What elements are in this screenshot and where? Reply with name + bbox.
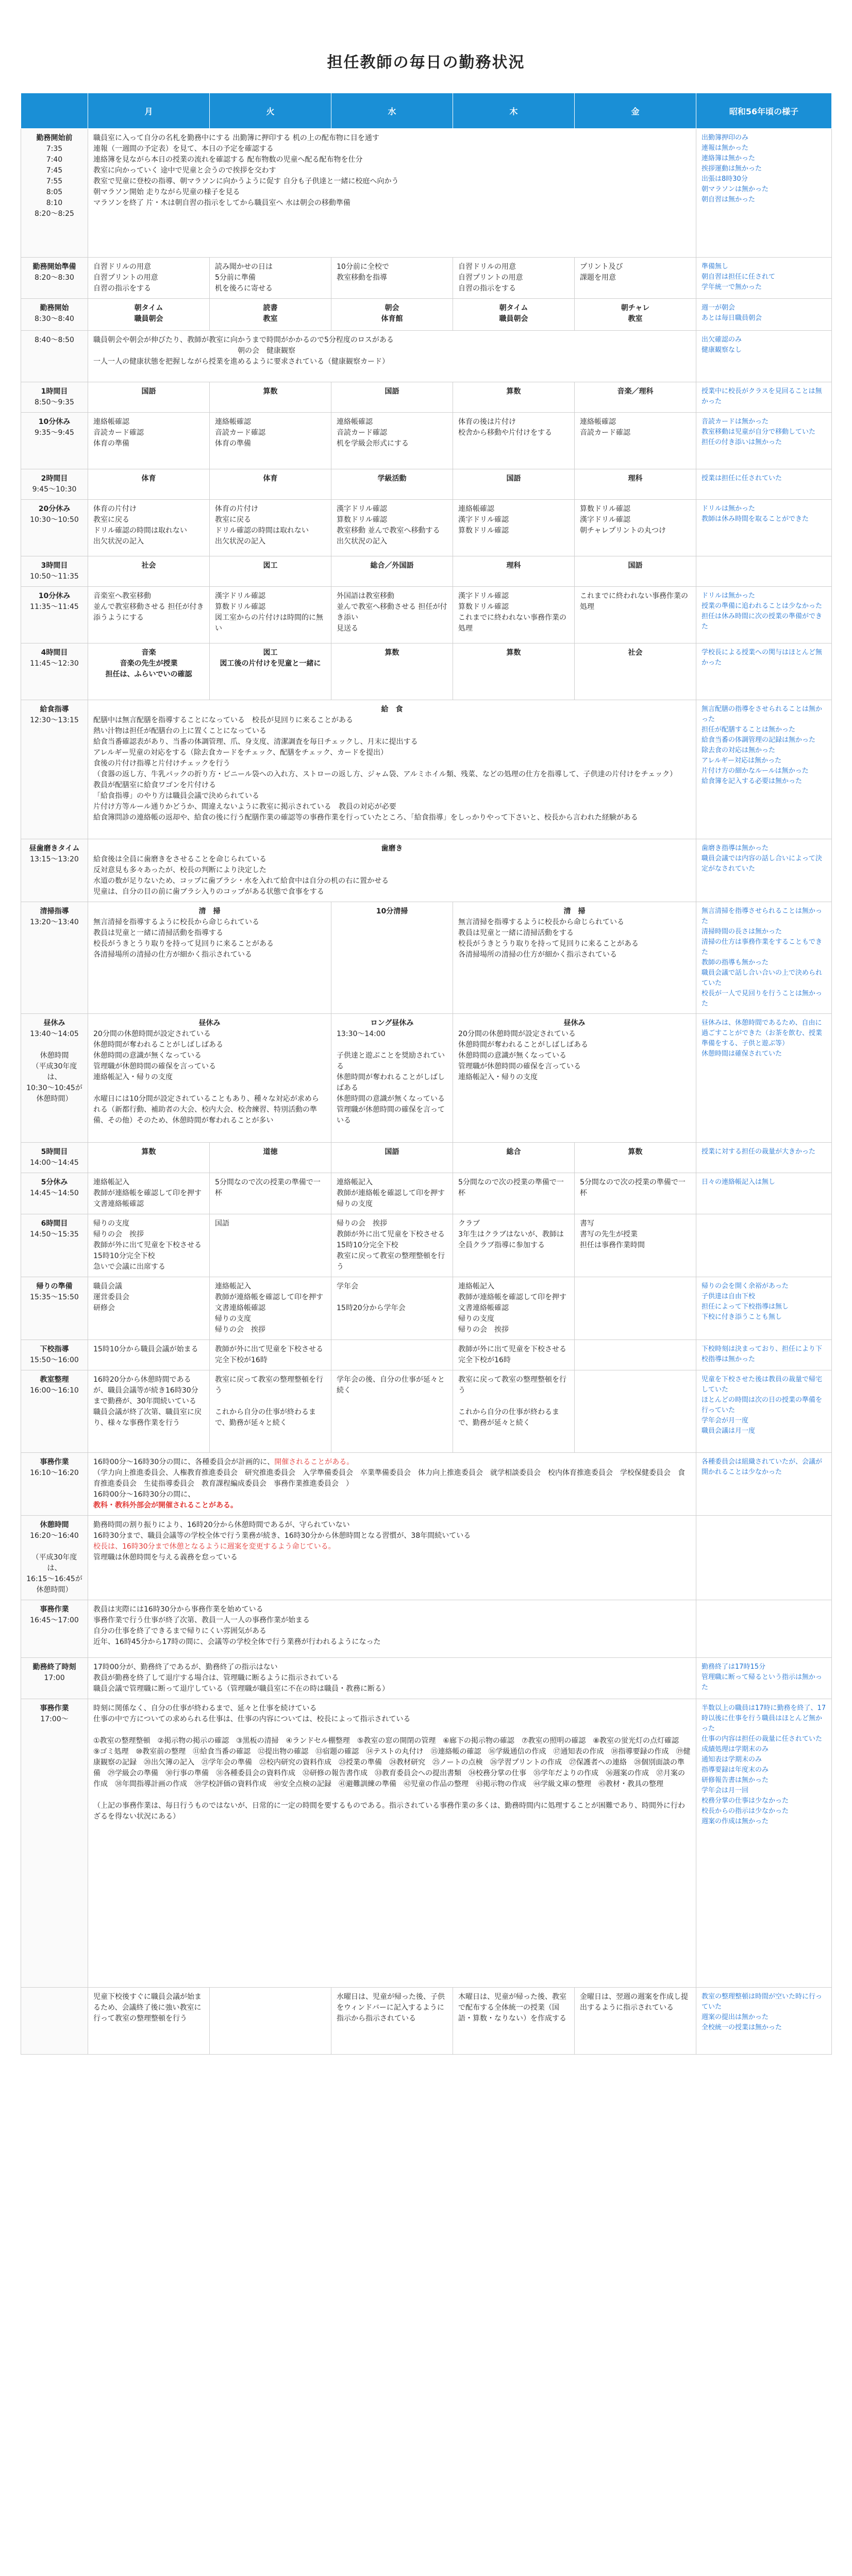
cell-heading: 昼休み bbox=[563, 1019, 586, 1027]
highlight-text: 開催されることがある。 bbox=[274, 1458, 354, 1466]
day-cell: 連絡帳確認 漢字ドリル確認 算数ドリル確認 bbox=[453, 500, 575, 556]
table-row bbox=[21, 1988, 832, 2055]
time-slot-label: 勤務開始 bbox=[40, 304, 69, 312]
table-row bbox=[21, 1277, 832, 1340]
cell-text: 17時00分が、勤務終了であるが、勤務終了の指示はない 教員が勤務を終了して退庁する場合は、管理職に断るように指示されている 職員会議で管理職に断って退庁している（管理職が職員室に不在の時は職員・教務に断る） bbox=[93, 1663, 389, 1693]
showa-note-cell: 無言配膳の指導をさせられることは無かった 担任が配膳することは無かった 給食当番の体調管理の記録は無かった 除去食の対応は無かった アレルギー対応は無かった 片付け方の細かなルールは無かった 給食簿を記入する必要は無かった bbox=[696, 700, 832, 839]
day-cell: 連絡帳記入 教師が連絡帳を確認して印を押す 帰りの支度 bbox=[331, 1173, 453, 1214]
table-row bbox=[21, 1340, 832, 1370]
time-slot-cell bbox=[21, 1014, 88, 1143]
time-slot-cell bbox=[21, 1340, 88, 1370]
table-row bbox=[21, 839, 832, 902]
table-row bbox=[21, 382, 832, 413]
table-row bbox=[21, 643, 832, 700]
day-cell: 学年会の後、自分の仕事が延々と続く bbox=[331, 1370, 453, 1453]
cell-heading: 清 掃 bbox=[563, 907, 586, 916]
time-slot-time: 11:45～12:30 bbox=[30, 659, 79, 668]
time-slot-cell bbox=[21, 1988, 88, 2055]
time-slot-label: 給食指導 bbox=[40, 705, 69, 714]
table-row bbox=[21, 556, 832, 587]
day-cell: 算数ドリル確認 漢字ドリル確認 朝チャレプリントの丸つけ bbox=[575, 500, 696, 556]
time-slot-cell bbox=[21, 331, 88, 382]
table-row bbox=[21, 469, 832, 500]
day-cell: 朝タイム 職員朝会 bbox=[453, 299, 575, 331]
day-cell: 道徳 bbox=[210, 1143, 331, 1173]
time-slot-label: 昼休み bbox=[43, 1019, 65, 1027]
day-cell: 木曜日は、児童が帰った後、教室で配布する全体統一の授業（国語・算数・なりない）を作成する bbox=[453, 1988, 575, 2055]
day-cell: 国語 bbox=[88, 382, 210, 413]
cell-heading: 昼休み bbox=[198, 1019, 221, 1027]
day-cell: 自習ドリルの用意 自習プリントの用意 自習の指示をする bbox=[88, 258, 210, 299]
merged-day-cell bbox=[453, 1014, 696, 1143]
header-cell: 金 bbox=[575, 93, 696, 129]
time-slot-time: 10:30～10:50 bbox=[30, 516, 79, 524]
time-slot-time: 8:50～9:35 bbox=[35, 398, 74, 406]
showa-note-cell: 下校時刻は決まっており、担任により下校指導は無かった bbox=[696, 1340, 832, 1370]
time-slot-label: 5分休み bbox=[41, 1178, 68, 1187]
day-cell: 総合 bbox=[453, 1143, 575, 1173]
table-row bbox=[21, 500, 832, 556]
showa-note-cell: 歯磨き指導は無かった 職員会議では内容の話し合いによって決定がなされていた bbox=[696, 839, 832, 902]
week-cell bbox=[88, 1658, 696, 1699]
time-slot-cell bbox=[21, 129, 88, 258]
time-slot-time: 8:30～8:40 bbox=[35, 315, 74, 323]
cell-text: 職員室に入って自分の名札を勤務中にする 出勤簿に押印する 机の上の配布物に目を通す 連報（一週間の予定表）を見て、本日の予定を確認する 連絡簿を見ながら本日の授業の流れを確認する 配布物数の児童へ配る配布物を仕分 教室に向かっていく 途中で児童と会うので挨拶を交わす 教室で児童に登校の指導、朝マラソンに向かうように促す 自分も子供達と一緒に校庭へ向かう 朝マラソン開始 走りながら児童の様子を見る マラソンを終了 片・木は朝自習の指示をしてから職員室へ 水は朝会の移動準備 bbox=[93, 134, 399, 207]
day-cell: 国語 bbox=[575, 556, 696, 587]
schedule-table bbox=[21, 93, 832, 2055]
table-row bbox=[21, 1658, 832, 1699]
table-row bbox=[21, 1014, 832, 1143]
time-slot-label: 昼歯磨きタイム bbox=[29, 844, 80, 853]
day-cell: 16時20分から休憩時間であるが、職員会議等が続き16時30分まで勤務が、30年間続いている 職員会議が終了次第、職員室に戻り、様々な事務作業を行う bbox=[88, 1370, 210, 1453]
table-row bbox=[21, 902, 832, 1014]
time-slot-time: 14:00～14:45 bbox=[30, 1159, 79, 1167]
time-slot-cell bbox=[21, 258, 88, 299]
time-slot-time: 16:10～16:20 bbox=[30, 1469, 79, 1477]
day-cell: 音楽／理科 bbox=[575, 382, 696, 413]
day-cell: 職員会議 運営委員会 研修会 bbox=[88, 1277, 210, 1340]
showa-note-cell bbox=[696, 556, 832, 587]
day-cell: 連絡帳確認 音読カード確認 机を学級会形式にする bbox=[331, 413, 453, 469]
week-cell bbox=[88, 839, 696, 902]
page-title: 担任教師の毎日の勤務状況 bbox=[327, 54, 525, 72]
showa-note-cell: 学校長による授業への関与はほとんど無かった bbox=[696, 643, 832, 700]
day-cell: 総合／外国語 bbox=[331, 556, 453, 587]
day-cell: 帰りの支度 帰りの会 挨拶 教師が外に出て児童を下校させる 15時10分完全下校 急いで会議に出席する bbox=[88, 1214, 210, 1277]
time-slot-time: 14:50～15:35 bbox=[30, 1230, 79, 1239]
table-row bbox=[21, 1173, 832, 1214]
day-cell: 自習ドリルの用意 自習プリントの用意 自習の指示をする bbox=[453, 258, 575, 299]
week-cell bbox=[88, 129, 696, 258]
day-cell: 朝会 体育館 bbox=[331, 299, 453, 331]
day-cell: 体育の片付け 教室に戻る ドリル確認の時間は取れない 出欠状況の記入 bbox=[88, 500, 210, 556]
day-cell bbox=[210, 1988, 331, 2055]
day-cell: 算数 bbox=[575, 1143, 696, 1173]
day-cell: 理科 bbox=[575, 469, 696, 500]
time-slot-label: 5時間目 bbox=[41, 1148, 68, 1156]
time-slot-label: 事務作業 bbox=[40, 1704, 69, 1713]
day-cell: 体育の片付け 教室に戻る ドリル確認の時間は取れない 出欠状況の記入 bbox=[210, 500, 331, 556]
header-cell: 水 bbox=[331, 93, 453, 129]
day-cell: 体育 bbox=[210, 469, 331, 500]
merged-day-cell bbox=[331, 902, 453, 1014]
time-slot-time: 16:20～16:40 （平成30年度は、 16:15～16:45が 休憩時間） bbox=[26, 1532, 82, 1594]
day-cell: 連絡帳記入 教師が連絡帳を確認して印を押す 文書連絡帳確認 帰りの支度 帰りの会 挨拶 bbox=[453, 1277, 575, 1340]
time-slot-time: 16:45～17:00 bbox=[30, 1616, 79, 1624]
table-row bbox=[21, 413, 832, 469]
time-slot-cell bbox=[21, 556, 88, 587]
table-row bbox=[21, 1214, 832, 1277]
time-slot-label: 10分休み bbox=[38, 592, 71, 600]
time-slot-time: 7:35 7:40 7:45 7:55 8:05 8:10 8:20～8:25 bbox=[35, 145, 74, 218]
header-cell bbox=[21, 93, 88, 129]
cell-heading: 清 掃 bbox=[198, 907, 221, 916]
day-cell: 読書 教室 bbox=[210, 299, 331, 331]
showa-note-cell: 週一が朝会 あとは毎日職員朝会 bbox=[696, 299, 832, 331]
merged-day-cell bbox=[88, 902, 331, 1014]
table-row bbox=[21, 1699, 832, 1988]
day-cell: 図工 bbox=[210, 556, 331, 587]
time-slot-time: 13:20～13:40 bbox=[30, 918, 79, 926]
day-cell: 教師が外に出て児童を下校させる 完全下校が16時 bbox=[453, 1340, 575, 1370]
week-cell bbox=[88, 331, 696, 382]
day-cell: これまでに終われない事務作業の処理 bbox=[575, 587, 696, 643]
day-cell bbox=[331, 1340, 453, 1370]
day-cell: 15時10分から職員会議が始まる bbox=[88, 1340, 210, 1370]
day-cell: 書写 書写の先生が授業 担任は事務作業時間 bbox=[575, 1214, 696, 1277]
merged-day-cell bbox=[453, 902, 696, 1014]
time-slot-cell bbox=[21, 500, 88, 556]
table-row bbox=[21, 258, 832, 299]
showa-note-cell: 授業中に校長がクラスを見回ることは無かった bbox=[696, 382, 832, 413]
showa-note-cell: 準備無し 朝自習は担任に任されて 学年統一で無かった bbox=[696, 258, 832, 299]
time-slot-label: 2時間目 bbox=[41, 474, 68, 483]
cell-text: 13:30～14:00 子供達と遊ぶことを奨励されている 休憩時間が奪われることがしばしばある 休憩時間の意識が無くなっている 管理職が休憩時間の確保を言っている bbox=[337, 1030, 445, 1125]
showa-note-cell: 授業は担任に任されていた bbox=[696, 469, 832, 500]
cell-text: 20分間の休憩時間が設定されている 休憩時間が奪われることがしばしばある 休憩時間の意識が無くなっている 管理職が休憩時間の確保を言っている 連絡帳記入・帰りの支度 水曜日には10分間が設定されていることもあり、種々な対応が求められる（新都行動、補助者の大会、校内大会、校舎練習、特別活動の準備、その他）そのため、休憩時間が奪われることが多い bbox=[93, 1030, 319, 1125]
showa-note-cell: 日々の連絡帳記入は無し bbox=[696, 1173, 832, 1214]
showa-note-cell bbox=[696, 1600, 832, 1658]
highlight-text: 教科・教科外部会が開催されることがある。 bbox=[93, 1501, 238, 1510]
day-cell bbox=[575, 1277, 696, 1340]
day-cell: 算数 bbox=[331, 643, 453, 700]
day-cell: 教室に戻って教室の整理整頓を行う これから自分の仕事が終わるまで、勤務が延々と続く bbox=[453, 1370, 575, 1453]
time-slot-time: 10:50～11:35 bbox=[30, 572, 79, 581]
showa-note-cell bbox=[696, 1214, 832, 1277]
table-row bbox=[21, 1143, 832, 1173]
time-slot-time: 9:35～9:45 bbox=[35, 429, 74, 437]
time-slot-cell bbox=[21, 839, 88, 902]
time-slot-time: 8:40～8:50 bbox=[35, 336, 74, 344]
table-row bbox=[21, 1516, 832, 1600]
day-cell: 児童下校後すぐに職員会議が始まるため、会議終了後に強い教室に行って教室の整理整頓を行う bbox=[88, 1988, 210, 2055]
day-cell: 5分間なので次の授業の準備で一杯 bbox=[453, 1173, 575, 1214]
time-slot-cell bbox=[21, 700, 88, 839]
day-cell: 連絡帳記入 教師が連絡帳を確認して印を押す 文書連絡帳確認 bbox=[88, 1173, 210, 1214]
time-slot-time: 14:45～14:50 bbox=[30, 1189, 79, 1197]
table-header-row bbox=[21, 93, 832, 129]
day-cell: 音楽 音楽の先生が授業 担任は、ふらいでいの確認 bbox=[88, 643, 210, 700]
table-row bbox=[21, 700, 832, 839]
time-slot-cell bbox=[21, 902, 88, 1014]
showa-note-cell: 児童を下校させた後は教員の裁量で帰宅していた ほとんどの時間は次の日の授業の準備を行っていた 学年会が月一度 職員会議は月一度 bbox=[696, 1370, 832, 1453]
table-row bbox=[21, 331, 832, 382]
day-cell: 国語 bbox=[331, 382, 453, 413]
table-row bbox=[21, 1453, 832, 1516]
day-cell: 学級活動 bbox=[331, 469, 453, 500]
time-slot-label: 事務作業 bbox=[40, 1605, 69, 1614]
cell-text: 教員は実際には16時30分から事務作業を始めている 事務作業で行う仕事が終了次第、教員一人一人の事務作業が始まる 自分の仕事を終了できるまで帰りにくい雰囲気がある 近年、16時45分から17時の間に、会議等の学校全体で行う業務が行われるようになった bbox=[93, 1605, 381, 1646]
day-cell: 水曜日は、児童が帰った後、子供をウィンドバーに記入するように指示から指示されている bbox=[331, 1988, 453, 2055]
time-slot-label: 1時間目 bbox=[41, 387, 68, 396]
cell-heading: 給 食 bbox=[381, 705, 403, 714]
time-slot-label: 3時間目 bbox=[41, 562, 68, 570]
time-slot-cell bbox=[21, 1658, 88, 1699]
day-cell: 朝タイム 職員朝会 bbox=[88, 299, 210, 331]
time-slot-time: 16:00～16:10 bbox=[30, 1386, 79, 1395]
time-slot-label: 教室整理 bbox=[40, 1376, 69, 1384]
day-cell bbox=[575, 1340, 696, 1370]
time-slot-cell bbox=[21, 1370, 88, 1453]
time-slot-cell bbox=[21, 413, 88, 469]
day-cell: 金曜日は、翌週の週案を作成し提出するように指示されている bbox=[575, 1988, 696, 2055]
cell-text: 20分間の休憩時間が設定されている 休憩時間が奪われることがしばしばある 休憩時間の意識が無くなっている 管理職が休憩時間の確保を言っている 連絡帳記入・帰りの支度 bbox=[458, 1030, 588, 1081]
day-cell: 音楽室へ教室移動 並んで教室移動させる 担任が付き添うようにする bbox=[88, 587, 210, 643]
showa-note-cell bbox=[696, 1516, 832, 1600]
cell-text: 給食後は全員に歯磨きをさせることを命じられている 反対意見も多々あったが、校長の判断により決定した 水道の数が足りないため、コップに歯ブラシ・水を入れて給食中は自分の机の右に置かせる 児童は、自分の目の前に歯ブラシ入りのコップがある状態で食事をする bbox=[93, 855, 389, 896]
time-slot-time: 8:20～8:30 bbox=[35, 274, 74, 282]
cell-text: 配膳中は無言配膳を指導することになっている 校長が見回りに来ることがある 熱い汁物は担任が配膳台の上に置くことになっている 給食当番確認表があり、当番の体調管理、爪、身支度、清潔調査を毎日チェックし、月末に提出する アレルギー児童の対応をする（除去食カードをチェック、配膳をチェック、カードを提出） 食後の片付け指導と片付けチェックを行う （食器の返し方、牛乳パックの折り方・ビニール袋への入れ方、ストローの返し方、ジャム袋、アルミホイル類、残菜、などの処理の仕方を指導して、子供達の片付けをチェック） 教員が配膳室に給食ワゴンを片付ける 「給食指導」のやり方は職員会議で決められている 片付け方等ルール通りかどうか、間違えないように教室に掲示されている 教員の対応が必要 給食簿問診の連絡帳の返却や、給食の後に行う配膳作業の確認等の事務作業を行っていたところ、「給食指導」をしっかりやって下さいと、校長から言われた経験がある bbox=[93, 716, 677, 822]
cell-text: 職員朝会や朝会が伸びたり、教師が教室に向かうまで時間がかかるので5分程度のロスがある 朝の会 健康観察 一人一人の健康状態を把握しながら授業を進めるように要求されている（健康観察カード） bbox=[93, 336, 394, 366]
day-cell: 国語 bbox=[210, 1214, 331, 1277]
day-cell: 算数 bbox=[453, 643, 575, 700]
header-cell: 月 bbox=[88, 93, 210, 129]
cell-heading: ロング昼休み bbox=[370, 1019, 414, 1027]
table-row bbox=[21, 129, 832, 258]
time-slot-cell bbox=[21, 1453, 88, 1516]
time-slot-time: 11:35～11:45 bbox=[30, 603, 79, 611]
day-cell: 教室に戻って教室の整理整頓を行う これから自分の仕事が終わるまで、勤務が延々と続く bbox=[210, 1370, 331, 1453]
day-cell: クラブ 3年生はクラブはないが、教師は全員クラブ指導に参加する bbox=[453, 1214, 575, 1277]
day-cell: 帰りの会 挨拶 教師が外に出て児童を下校させる 15時10分完全下校 教室に戻って教室の整理整頓を行う bbox=[331, 1214, 453, 1277]
time-slot-cell bbox=[21, 1173, 88, 1214]
cell-text: 勤務時間の割り振りにより、16時20分から休憩時間であるが、守られていない 16時30分まで、職員会議等の学校全体で行う業務が続き、16時30分から休憩時間となる習慣が、38年間続いている bbox=[93, 1521, 471, 1540]
day-cell: 漢字ドリル確認 算数ドリル確認 教室移動 並んで教室へ移動する 出欠状況の記入 bbox=[331, 500, 453, 556]
time-slot-cell bbox=[21, 299, 88, 331]
cell-heading: 歯磨き bbox=[381, 844, 403, 853]
day-cell: 理科 bbox=[453, 556, 575, 587]
day-cell: 5分間なので次の授業の準備で一杯 bbox=[575, 1173, 696, 1214]
time-slot-cell bbox=[21, 1214, 88, 1277]
cell-text: 無言清掃を指導するように校長から命じられている 教員は児童と一緒に清掃活動をする 校長がうきとうり取りを持って見回りに来ることがある 各清掃場所の清掃の仕方が細かく指示されている bbox=[458, 918, 639, 959]
time-slot-cell bbox=[21, 587, 88, 643]
highlight-text: 16時00分～16時30分の間に、各種委員会が計画的に、 bbox=[93, 1458, 275, 1466]
day-cell: 算数 bbox=[88, 1143, 210, 1173]
showa-note-cell: 出欠確認のみ 健康観察なし bbox=[696, 331, 832, 382]
day-cell: 教師が外に出て児童を下校させる 完全下校が16時 bbox=[210, 1340, 331, 1370]
showa-note-cell: 半数以上の職員は17時に勤務を終了、17時以後に仕事を行う職員はほとんど無かった 仕事の内容は担任の裁量に任されていた 成績処理は学期末のみ 通知表は学期末のみ 指導要録は年度末のみ 研修報告書は無かった 学年会は月一回 校務分掌の仕事は少なかった 校長からの指示は少なかった 週案の作成は無かった bbox=[696, 1699, 832, 1988]
day-cell: プリント及び 課題を用意 bbox=[575, 258, 696, 299]
time-slot-time: 17:00～ bbox=[40, 1715, 69, 1723]
day-cell: 算数 bbox=[453, 382, 575, 413]
showa-note-cell: 音読カードは無かった 教室移動は児童が自分で移動していた 担任の付き添いは無かった bbox=[696, 413, 832, 469]
showa-note-cell: 教室の整理整頓は時間が空いた時に行っていた 週案の提出は無かった 全校統一の授業は無かった bbox=[696, 1988, 832, 2055]
day-cell: 算数 bbox=[210, 382, 331, 413]
time-slot-label: 下校指導 bbox=[40, 1345, 69, 1353]
time-slot-label: 4時間目 bbox=[41, 649, 68, 657]
day-cell: 連絡帳確認 音読カード確認 bbox=[575, 413, 696, 469]
day-cell: 朝チャレ 教室 bbox=[575, 299, 696, 331]
time-slot-time: 13:40～14:05 休憩時間 （平成30年度は、 10:30～10:45が 休憩時間） bbox=[26, 1030, 82, 1103]
cell-text: 時刻に関係なく、自分の仕事が終わるまで、延々と仕事を続けている 仕事の中で方についての求められる仕事は、仕事の内容については、校長によって指示されている ①教室の整理整頓 ②掲示物の掲示の確認 ③黒板の清掃 ④ランドセル棚整理 ⑤教室の窓の開閉の管理 ⑥廊下の掲示物の確認 ⑦教室の照明の確認 ⑧教室の蛍光灯の点灯確認 ⑨ゴミ処理 ⑩教室前の整理 ⑪給食当番の確認 ⑫提出物の確認 ⑬宿題の確認 ⑭テストの丸付け ⑮連絡帳の確認 ⑯学級通信の作成 ⑰通知表の作成 ⑱指導要録の作成 ⑲健康観察の記録 ⑳出欠簿の記入 ㉑学年会の準備 ㉒校内研究の資料作成 ㉓授業の準備 ㉔教材研究 ㉕ノートの点検 ㉖学習プリントの作成 ㉗保護者への連絡 ㉘個別面談の準備 ㉙学級会の準備 ㉚行事の準備 ㉛各種委員会の資料作成 ㉜研修の報告書作成 ㉝教育委員会への提出書類 ㉞校務分掌の仕事 ㉟学年だよりの作成 ㊱週案の作成 ㊲月案の作成 ㊳年間指導計画の作成 ㊴学校評価の資料作成 ㊵安全点検の記録 ㊶避難訓練の準備 ㊷児童の作品の整理 ㊸掲示物の作成 ㊹学級文庫の整理 ㊺教材・教具の整理 （上記の事務作業は、毎日行うものではないが、日常的に一定の時間を要するものである。指示されている事務作業の多くは、勤務時間内に処理することが困難であり、時間外に行わざるを得ない状況にある） bbox=[93, 1704, 691, 1821]
day-cell: 体育の後は片付け 校舎から移動や片付けをする bbox=[453, 413, 575, 469]
day-cell: 体育 bbox=[88, 469, 210, 500]
time-slot-label: 10分休み bbox=[38, 418, 71, 426]
showa-note-cell: 各種委員会は組織されていたが、会議が開かれることは少なかった bbox=[696, 1453, 832, 1516]
time-slot-label: 休憩時間 bbox=[40, 1521, 69, 1529]
time-slot-cell bbox=[21, 382, 88, 413]
cell-text: 無言清掃を指導するように校長から命じられている 教員は児童と一緒に清掃活動を指導する 校長がうきとうり取りを持って見回りに来ることがある 各清掃場所の清掃の仕方が細かく指示されている bbox=[93, 918, 274, 959]
showa-note-cell: 授業に対する担任の裁量が大きかった bbox=[696, 1143, 832, 1173]
time-slot-label: 事務作業 bbox=[40, 1458, 69, 1466]
week-cell bbox=[88, 1516, 696, 1600]
day-cell bbox=[575, 1370, 696, 1453]
week-cell bbox=[88, 1453, 696, 1516]
header-cell: 火 bbox=[210, 93, 331, 129]
day-cell: 国語 bbox=[331, 1143, 453, 1173]
table-body bbox=[21, 129, 832, 2055]
day-cell: 漢字ドリル確認 算数ドリル確認 図工室からの片付けは時間的に無い bbox=[210, 587, 331, 643]
table-row bbox=[21, 299, 832, 331]
day-cell: 漢字ドリル確認 算数ドリル確認 これまでに終われない事務作業の処理 bbox=[453, 587, 575, 643]
time-slot-cell bbox=[21, 643, 88, 700]
table-row bbox=[21, 587, 832, 643]
time-slot-cell bbox=[21, 1143, 88, 1173]
time-slot-cell bbox=[21, 1277, 88, 1340]
time-slot-label: 勤務開始準備 bbox=[32, 263, 76, 271]
showa-note-cell: ドリルは無かった 教師は休み時間を取ることができた bbox=[696, 500, 832, 556]
highlight-text: 校長は、16時30分まで休憩となるように週案を変更するよう命じている。 bbox=[93, 1543, 336, 1551]
day-cell: 連絡帳確認 音読カード確認 体育の準備 bbox=[88, 413, 210, 469]
time-slot-cell bbox=[21, 1699, 88, 1988]
header-cell: 昭和56年頃の様子 bbox=[696, 93, 832, 129]
cell-text: 管理職は休憩時間を与える義務を怠っている bbox=[93, 1553, 238, 1562]
cell-text: （学力向上推進委員会、人権教育推進委員会 研究推進委員会 入学準備委員会 卒業準備委員会 体力向上推進委員会 就学相談委員会 校内体育推進委員会 学校保健委員会 食育推進委員会 生徒指導委員会 教育課程編成委員会 事務作業推進委員会 ） 16時00分～16時30分の間に、 bbox=[93, 1469, 685, 1499]
header-cell: 木 bbox=[453, 93, 575, 129]
showa-note-cell: 昼休みは、休憩時間であるため、自由に過ごすことができた（お茶を飲む、授業準備をする、子供と遊ぶ等） 休憩時間は確保されていた bbox=[696, 1014, 832, 1143]
day-cell: 国語 bbox=[453, 469, 575, 500]
time-slot-label: 勤務開始前 bbox=[36, 134, 73, 142]
day-cell: 図工 図工後の片付けを児童と一緒に bbox=[210, 643, 331, 700]
day-cell: 社会 bbox=[575, 643, 696, 700]
day-cell: 読み聞かせの日は 5分前に準備 机を後ろに寄せる bbox=[210, 258, 331, 299]
time-slot-label: 6時間目 bbox=[41, 1219, 68, 1228]
time-slot-time: 15:50～16:00 bbox=[30, 1356, 79, 1364]
day-cell: 社会 bbox=[88, 556, 210, 587]
time-slot-time: 17:00 bbox=[44, 1674, 65, 1682]
time-slot-time: 12:30～13:15 bbox=[30, 716, 79, 724]
day-cell: 連絡帳記入 教師が連絡帳を確認して印を押す 文書連絡帳確認 帰りの支度 帰りの会 挨拶 bbox=[210, 1277, 331, 1340]
time-slot-time: 15:35～15:50 bbox=[30, 1293, 79, 1301]
showa-note-cell: ドリルは無かった 授業の準備に追われることは少なかった 担任は休み時間に次の授業の準備ができた bbox=[696, 587, 832, 643]
time-slot-time: 13:15～13:20 bbox=[30, 855, 79, 863]
table-row bbox=[21, 1600, 832, 1658]
day-cell: 10分前に全校で 教室移動を指導 bbox=[331, 258, 453, 299]
showa-note-cell: 無言清掃を指導させられることは無かった 清掃時間の長さは無かった 清掃の仕方は事務作業をすることもできた 教師の指導も無かった 職員会議で話し合い合いの上で決められていた 校長が一人で見回りを行うことは無かった bbox=[696, 902, 832, 1014]
day-cell: 5分間なので次の授業の準備で一杯 bbox=[210, 1173, 331, 1214]
showa-note-cell: 勤務終了は17時15分 管理職に断って帰るという指示は無かった bbox=[696, 1658, 832, 1699]
table-row bbox=[21, 1370, 832, 1453]
time-slot-cell bbox=[21, 1516, 88, 1600]
day-cell: 外国語は教室移動 並んで教室へ移動させる 担任が付き添い 見送る bbox=[331, 587, 453, 643]
time-slot-label: 帰りの準備 bbox=[36, 1282, 73, 1291]
day-cell: 学年会 15時20分から学年会 bbox=[331, 1277, 453, 1340]
time-slot-label: 20分休み bbox=[38, 505, 71, 513]
time-slot-cell bbox=[21, 469, 88, 500]
week-cell bbox=[88, 700, 696, 839]
time-slot-time: 9:45～10:30 bbox=[32, 485, 77, 494]
cell-heading: 10分清掃 bbox=[376, 907, 408, 916]
time-slot-cell bbox=[21, 1600, 88, 1658]
showa-note-cell: 出勤簿押印のみ 連報は無かった 連絡簿は無かった 挨拶運動は無かった 出張は8時30分 朝マラソンは無かった 朝自習は無かった bbox=[696, 129, 832, 258]
merged-day-cell bbox=[331, 1014, 453, 1143]
merged-day-cell bbox=[88, 1014, 331, 1143]
day-cell: 連絡帳確認 音読カード確認 体育の準備 bbox=[210, 413, 331, 469]
week-cell bbox=[88, 1600, 696, 1658]
showa-note-cell: 帰りの会を開く余裕があった 子供達は自由下校 担任によって下校指導は無し 下校に付き添うことも無し bbox=[696, 1277, 832, 1340]
time-slot-label: 勤務終了時刻 bbox=[32, 1663, 76, 1671]
week-cell bbox=[88, 1699, 696, 1988]
time-slot-label: 清掃指導 bbox=[40, 907, 69, 916]
